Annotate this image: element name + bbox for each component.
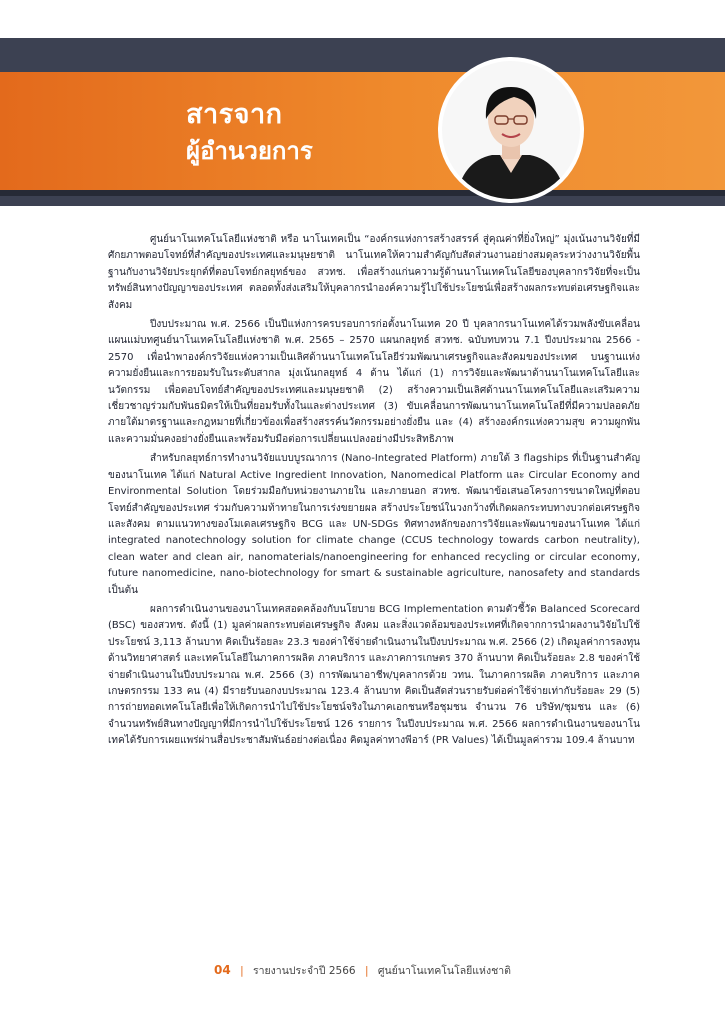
page-title-line2: ผู้อำนวยการ	[186, 137, 313, 165]
message-paragraph-3: สำหรับกลยุทธ์การทำงานวิจัยแบบบูรณาการ (Nano-Integrated Platform) ภายใต้ 3 flagships ที่เป็นฐานสำคัญของนาโนเทค ได้แก่ Natural Active Ingredient Innovation, Nanomedical Platform และ Circular Economy and Environmental Solution โดยร่วมมือกับหน่วยงานภายใน และภายนอก สวทช. พัฒนาข้อเสนอโครงการขนาดใหญ่ที่ตอบโจทย์สำคัญของประเทศ ร่วมกับความท้าทายในการเร่งขยายผล สร้างประโยชน์ในวงกว้างที่เกิดผลกระทบทางบวกต่อเศรษฐกิจและสังคม ตามแนวทางของโมเดลเศรษฐกิจ BCG และ UN-SDGs ทิศทางหลักของการวิจัยและพัฒนาของนาโนเทค ได้แก่ integrated nanotechnology solution for climate change (CCUS technology towards carbon neutrality), clean water and clean air, nanomaterials/nanoengineering for enhanced recycling or circular economy, future nanomedicine, nano-biotechnology for smart & sustainable agriculture, nanosafety and standards เป็นต้น	[108, 453, 640, 596]
page-footer	[0, 962, 725, 979]
footer-organization: ศูนย์นาโนเทคโนโลยีแห่งชาติ	[377, 965, 511, 977]
director-message	[108, 232, 640, 753]
message-paragraph-4: ผลการดำเนินงานของนาโนเทคสอดคล้องกับนโยบาย BCG Implementation ตามตัวชี้วัด Balanced Scorecard (BSC) ของสวทช. ดังนี้ (1) มูลค่าผลกระทบต่อเศรษฐกิจ สังคม และสิ่งแวดล้อมของประเทศที่เกิดจากการนำผลงานวิจัยไปใช้ประโยชน์ 3,113 ล้านบาท คิดเป็นร้อยละ 23.3 ของค่าใช้จ่ายดำเนินงานในปีงบประมาณ พ.ศ. 2566 (2) เกิดมูลค่าการลงทุนด้านวิทยาศาสตร์ และเทคโนโลยีในภาคการผลิต ภาคบริการ และภาคการเกษตร 370 ล้านบาท คิดเป็นร้อยละ 2.8 ของค่าใช้จ่ายดำเนินงานในปีงบประมาณ พ.ศ. 2566 (3) การพัฒนาอาชีพ/บุคลากรด้วย วทน. ในภาคการผลิต ภาคบริการ และภาคเกษตรกรรม 133 คน (4) มีรายรับนอกงบประมาณ 123.4 ล้านบาท คิดเป็นสัดส่วนรายรับต่อค่าใช้จ่ายเท่ากับร้อยละ 29 (5) การถ่ายทอดเทคโนโลยีเพื่อให้เกิดการนำไปใช้ประโยชน์จริงในภาคเอกชนหรือชุมชน จำนวน 76 บริษัท/ชุมชน และ (6) จำนวนทรัพย์สินทางปัญญาที่มีการนำไปใช้ประโยชน์ 126 รายการ ในปีงบประมาณ พ.ศ. 2566 ผลการดำเนินงานของนาโนเทคได้รับการเผยแพร่ผ่านสื่อประชาสัมพันธ์อย่างต่อเนื่อง คิดมูลค่าทางพีอาร์ (PR Values) ได้เป็นมูลค่ารวม 109.4 ล้านบาท	[108, 603, 640, 747]
header-divider	[0, 190, 725, 196]
director-portrait	[438, 57, 584, 203]
footer-separator: |	[240, 965, 244, 977]
footer-report-title: รายงานประจำปี 2566	[252, 965, 356, 977]
message-paragraph-1: ศูนย์นาโนเทคโนโลยีแห่งชาติ หรือ นาโนเทคเป็น “องค์กรแห่งการสร้างสรรค์ สู่คุณค่าที่ยิ่งใหญ่” มุ่งเน้นงานวิจัยที่มีศักยภาพตอบโจทย์ที่สำคัญของประเทศและมนุษยชาติ นาโนเทคให้ความสำคัญกับสัดส่วนงานอย่างสมดุลระหว่างงานวิจัยพื้นฐานกับงานวิจัยประยุกต์ที่ตอบโจทย์กลยุทธ์ของ สวทช. เพื่อสร้างแก่นความรู้ด้านนาโนเทคโนโลยีของบุคลากรวิจัยที่จะเป็นทรัพย์สินทางปัญญาของประเทศ ตลอดทั้งส่งเสริมให้บุคลากรนำองค์ความรู้ไปใช้ประโยชน์เพื่อสร้างผลกระทบต่อเศรษฐกิจและสังคม	[108, 234, 640, 311]
page-number: 04	[214, 963, 231, 977]
footer-separator: |	[364, 965, 369, 977]
header-orange-banner	[0, 72, 725, 190]
page-title-line1: สารจาก	[186, 99, 283, 130]
message-paragraph-2: ปีงบประมาณ พ.ศ. 2566 เป็นปีแห่งการครบรอบการก่อตั้งนาโนเทค 20 ปี บุคลากรนาโนเทคได้รวมพลังขับเคลื่อนแผนแม่บทศูนย์นาโนเทคโนโลยีแห่งชาติ พ.ศ. 2565 – 2570 แผนกลยุทธ์ สวทช. ฉบับทบทวน 7.1 ปีงบประมาณ 2566 - 2570 เพื่อนำพาองค์กรวิจัยแห่งความเป็นเลิศด้านนาโนเทคโนโลยีร่วมพัฒนาเศรษฐกิจและสังคมของประเทศ บนฐานแห่งความยั่งยืนและการยอมรับในระดับสากล มุ่งเน้นกลยุทธ์ 4 ด้าน ได้แก่ (1) การวิจัยและพัฒนาด้านนาโนเทคโนโลยีและนวัตกรรม เพื่อตอบโจทย์สำคัญของประเทศและมนุษยชาติ (2) สร้างความเป็นเลิศด้านนาโนเทคโนโลยีและเสริมความเชี่ยวชาญร่วมกับพันธมิตรให้เป็นที่ยอมรับทั้งในและต่างประเทศ (3) ขับเคลื่อนการพัฒนานาโนเทคโนโลยีที่มีความปลอดภัย ภายใต้มาตรฐานและกฎหมายที่เกี่ยวข้องเพื่อสร้างสรรค์นวัตกรรมอย่างยั่งยืน และ (4) สร้างองค์กรแห่งความสุข ความผูกพัน และความมั่นคงอย่างยั่งยืนและพร้อมรับมือต่อการเปลี่ยนแปลงอย่างมีประสิทธิภาพ	[108, 319, 640, 445]
